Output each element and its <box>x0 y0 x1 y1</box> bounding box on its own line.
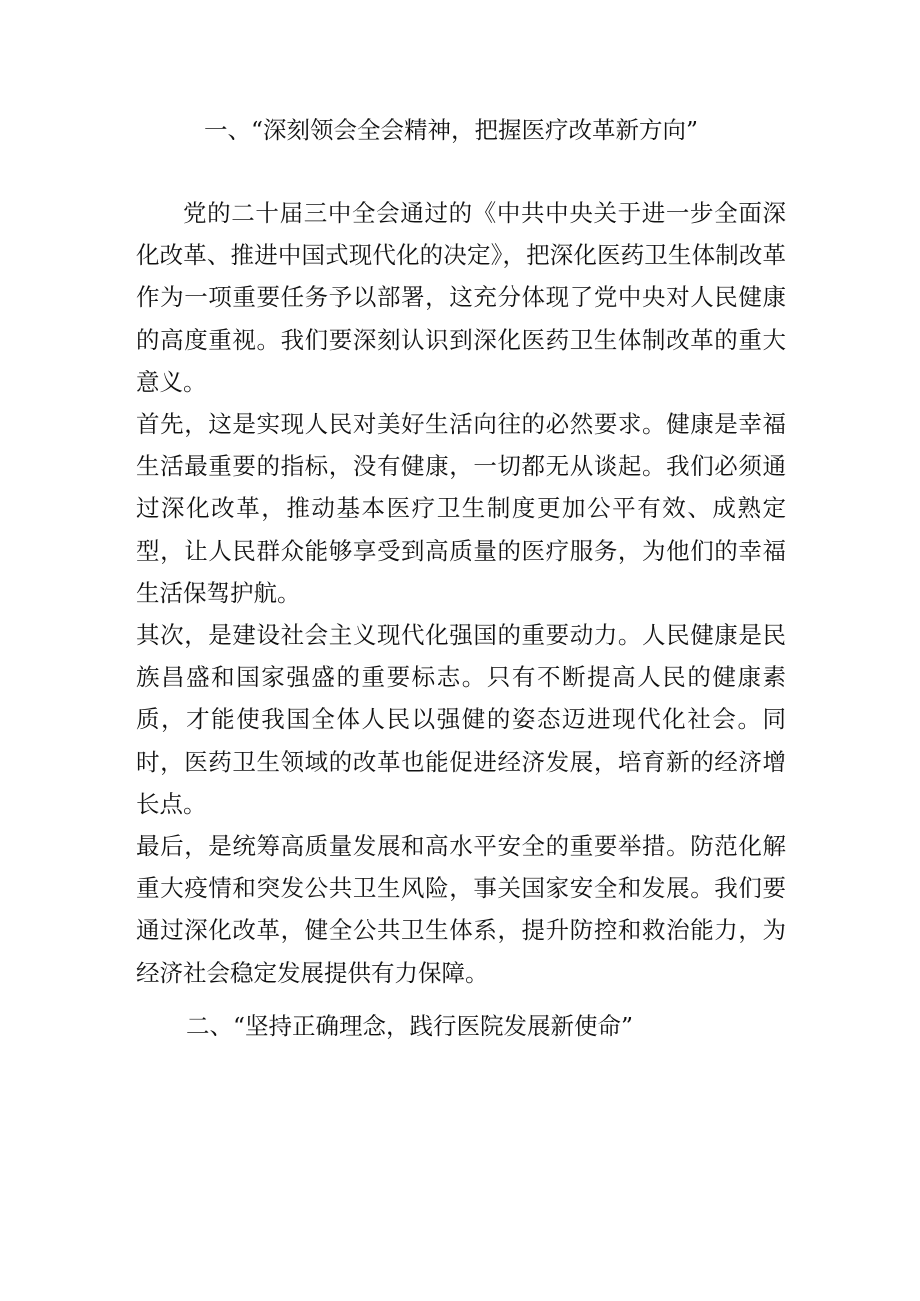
section-heading-1: 一、“深刻领会全会精神，把握医疗改革新方向” <box>204 116 699 144</box>
section-heading-2: 二、“坚持正确理念，践行医院发展新使命” <box>186 1011 634 1040</box>
paragraph-second-point: 其次，是建设社会主义现代化强国的重要动力。人民健康是民族昌盛和国家强盛的重要标志。只有不断提高人民的健康素质，才能使我国全体人民以强健的姿态迈进现代化社会。同时，医药卫生领域的改革也能促进经济发展，培育新的经济增长点。 <box>136 621 786 818</box>
paragraph-intro: 党的二十届三中全会通过的《中共中央关于进一步全面深化改革、推进中国式现代化的决定》，把深化医药卫生体制改革作为一项重要任务予以部署，这充分体现了党中央对人民健康的高度重视。我们要深刻认识到深化医药卫生体制改革的重大意义。 <box>136 199 786 396</box>
paragraph-third-point: 最后，是统筹高质量发展和高水平安全的重要举措。防范化解重大疫情和突发公共卫生风险，事关国家安全和发展。我们要通过深化改革，健全公共卫生体系，提升防控和救治能力，为经济社会稳定发展提供有力保障。 <box>136 832 786 987</box>
paragraph-first-point: 首先，这是实现人民对美好生活向往的必然要求。健康是幸福生活最重要的指标，没有健康，一切都无从谈起。我们必须通过深化改革，推动基本医疗卫生制度更加公平有效、成熟定型，让人民群众能够享受到高质量的医疗服务，为他们的幸福生活保驾护航。 <box>136 410 786 607</box>
document-body <box>136 108 786 1048</box>
